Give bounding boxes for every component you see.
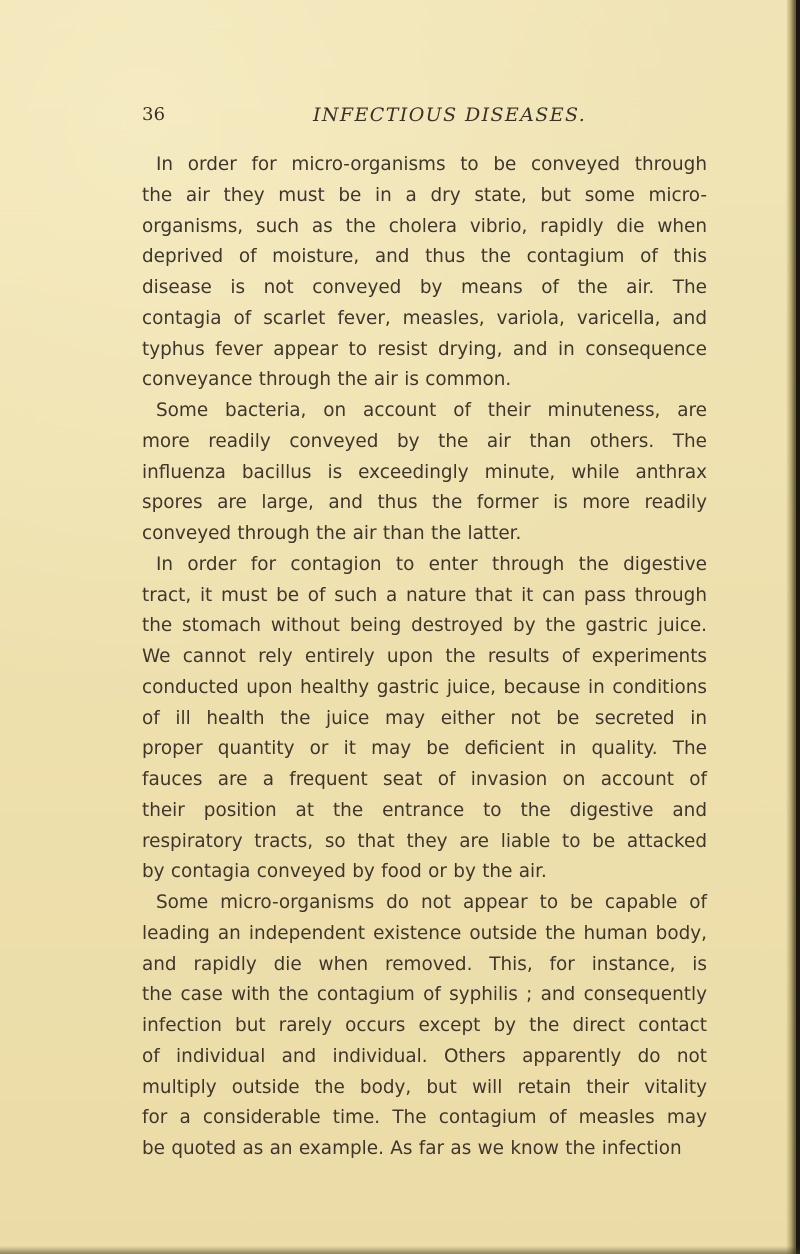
page-number: 36 <box>142 104 166 125</box>
text-line: of ill health the juice may either not be secreted in <box>142 707 707 729</box>
text-line: be quoted as an example. As far as we know the infection <box>142 1138 682 1159</box>
text-line: of individual and individual. Others apparently do not <box>142 1045 707 1067</box>
text-line: leading an independent existence outside the human body, <box>142 922 707 944</box>
text-line: In order for contagion to enter through the digestive <box>156 553 707 575</box>
text-line: conveyance through the air is common. <box>142 369 512 391</box>
running-head-title: INFECTIOUS DISEASES. <box>313 104 587 126</box>
text-line: infection but rarely occurs except by the direct contact <box>142 1015 707 1036</box>
page-bottom-shadow <box>0 1246 800 1254</box>
text-line: the stomach without being destroyed by the gastric juice. <box>142 615 707 637</box>
text-line: deprived of moisture, and thus the contagium of this <box>142 246 707 268</box>
text-line: proper quantity or it may be deficient in quality. The <box>142 738 707 760</box>
text-line: fauces are a frequent seat of invasion on account of <box>142 769 707 790</box>
text-line: conveyed through the air than the latter. <box>142 523 522 544</box>
text-line: the case with the contagium of syphilis ; and consequently <box>142 984 707 1006</box>
text-line: by contagia conveyed by food or by the air. <box>142 861 547 883</box>
text-line: tract, it must be of such a nature that it can pass through <box>142 584 707 606</box>
text-line: In order for micro-organisms to be conveyed through <box>156 154 707 175</box>
text-line: more readily conveyed by the air than others. The <box>142 430 707 452</box>
page-edge-shadow <box>786 0 800 1254</box>
text-line: We cannot rely entirely upon the results of experiments <box>142 646 707 667</box>
text-line: organisms, such as the cholera vibrio, rapidly die when <box>142 215 707 237</box>
text-line: Some micro-organisms do not appear to be capable of <box>156 892 707 913</box>
text-line: Some bacteria, on account of their minuteness, are <box>156 400 707 421</box>
text-line: disease is not conveyed by means of the air. The <box>142 277 707 298</box>
text-line: spores are large, and thus the former is more readily <box>142 492 707 514</box>
text-line: the air they must be in a dry state, but some micro- <box>142 184 707 206</box>
text-line: respiratory tracts, so that they are liable to be attacked <box>142 830 707 852</box>
text-line: typhus fever appear to resist drying, and in consequence <box>142 338 707 360</box>
text-line: conducted upon healthy gastric juice, because in conditions <box>142 676 707 698</box>
text-line: multiply outside the body, but will retain their vitality <box>142 1076 707 1098</box>
text-line: contagia of scarlet fever, measles, variola, varicella, and <box>142 307 707 329</box>
text-line: and rapidly die when removed. This, for instance, is <box>142 953 707 975</box>
body-text <box>142 150 707 1165</box>
text-line: for a considerable time. The contagium of measles may <box>142 1107 707 1129</box>
text-line: influenza bacillus is exceedingly minute, while anthrax <box>142 461 707 483</box>
page-header <box>142 104 702 134</box>
text-line: their position at the entrance to the digestive and <box>142 799 707 821</box>
